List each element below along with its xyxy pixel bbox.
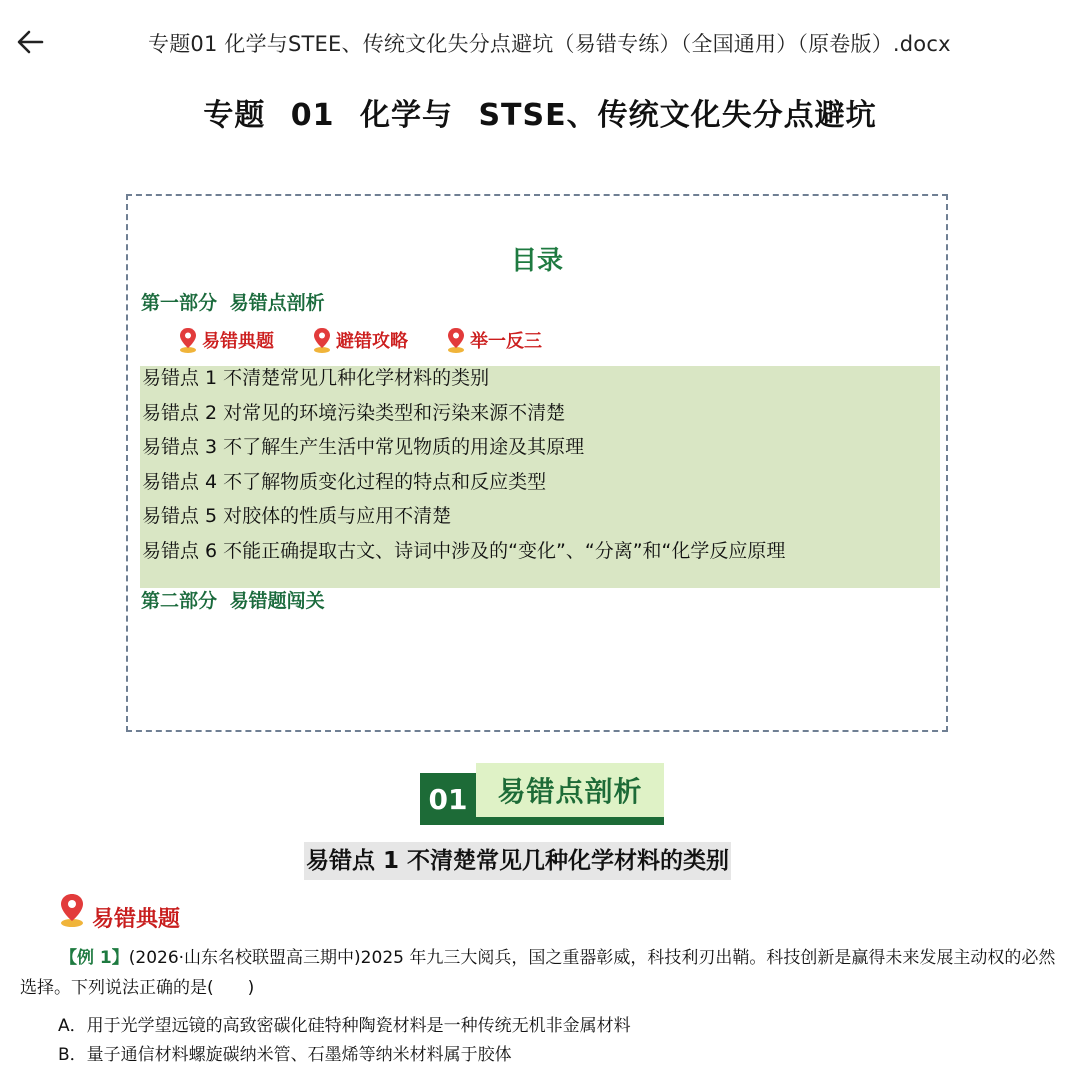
example-text: (2026·山东名校联盟高三期中)2025 年九三大阅兵，国之重器彰威，科技利刃出鞘。科技创新是赢得未来发展主动权的必然选择。下列说法正确的是( ) [20, 948, 1056, 998]
toc-tag-label: 举一反三 [470, 331, 542, 352]
app-bar [0, 0, 1080, 84]
toc-tag-strategy [312, 326, 408, 354]
toc-heading: 目录 [510, 246, 563, 276]
toc-item[interactable]: 易错点 5 对胶体的性质与应用不清楚 [142, 505, 452, 527]
toc-part2: 第二部分 易错题闯关 [141, 590, 325, 612]
example-question [20, 943, 1064, 1003]
error-point-title: 易错点 1 不清楚常见几种化学材料的类别 [304, 842, 731, 880]
toc-item[interactable]: 易错点 4 不了解物质变化过程的特点和反应类型 [142, 470, 547, 493]
section-underline [476, 817, 664, 825]
back-arrow-icon [16, 29, 44, 55]
document-title: 专题 01 化学与 STSE、传统文化失分点避坑 [203, 98, 877, 133]
location-pin-icon [58, 892, 86, 928]
toc-tag-label: 避错攻略 [336, 331, 408, 352]
location-pin-icon [446, 326, 466, 354]
toc-item[interactable]: 易错点 2 对常见的环境污染类型和污染来源不清楚 [142, 401, 566, 424]
toc-item[interactable]: 易错点 1 不清楚常见几种化学材料的类别 [142, 367, 490, 389]
subsection-heading [58, 892, 180, 933]
location-pin-icon [312, 326, 332, 354]
toc-tag-label: 易错典题 [202, 331, 274, 352]
toc-item[interactable]: 易错点 6 不能正确提取古文、诗词中涉及的“变化”、“分离”和“化学反应原理 [142, 539, 786, 562]
section-badge [420, 763, 664, 825]
option-a: A．用于光学望远镜的高致密碳化硅特种陶瓷材料是一种传统无机非金属材料 [58, 1016, 631, 1036]
toc-part1: 第一部分 易错点剖析 [141, 292, 325, 314]
option-b: B．量子通信材料螺旋碳纳米管、石墨烯等纳米材料属于胶体 [58, 1045, 512, 1065]
subsection-label: 易错典题 [92, 907, 181, 932]
toc-tag-typical [178, 326, 274, 354]
example-tag: 【例 1】 [60, 948, 129, 968]
location-pin-icon [178, 326, 198, 354]
toc-tag-practice [446, 326, 542, 354]
back-button[interactable] [10, 24, 50, 60]
toc-tag-row [178, 326, 542, 354]
table-of-contents [126, 194, 948, 732]
toc-item[interactable]: 易错点 3 不了解生产生活中常见物质的用途及其原理 [142, 436, 585, 458]
section-number: 01 [420, 773, 476, 825]
file-title: 专题01 化学与STEE、传统文化失分点避坑（易错专练）（全国通用）（原卷版）.docx [148, 32, 951, 56]
section-label: 易错点剖析 [476, 763, 664, 817]
toc-list [140, 366, 940, 588]
